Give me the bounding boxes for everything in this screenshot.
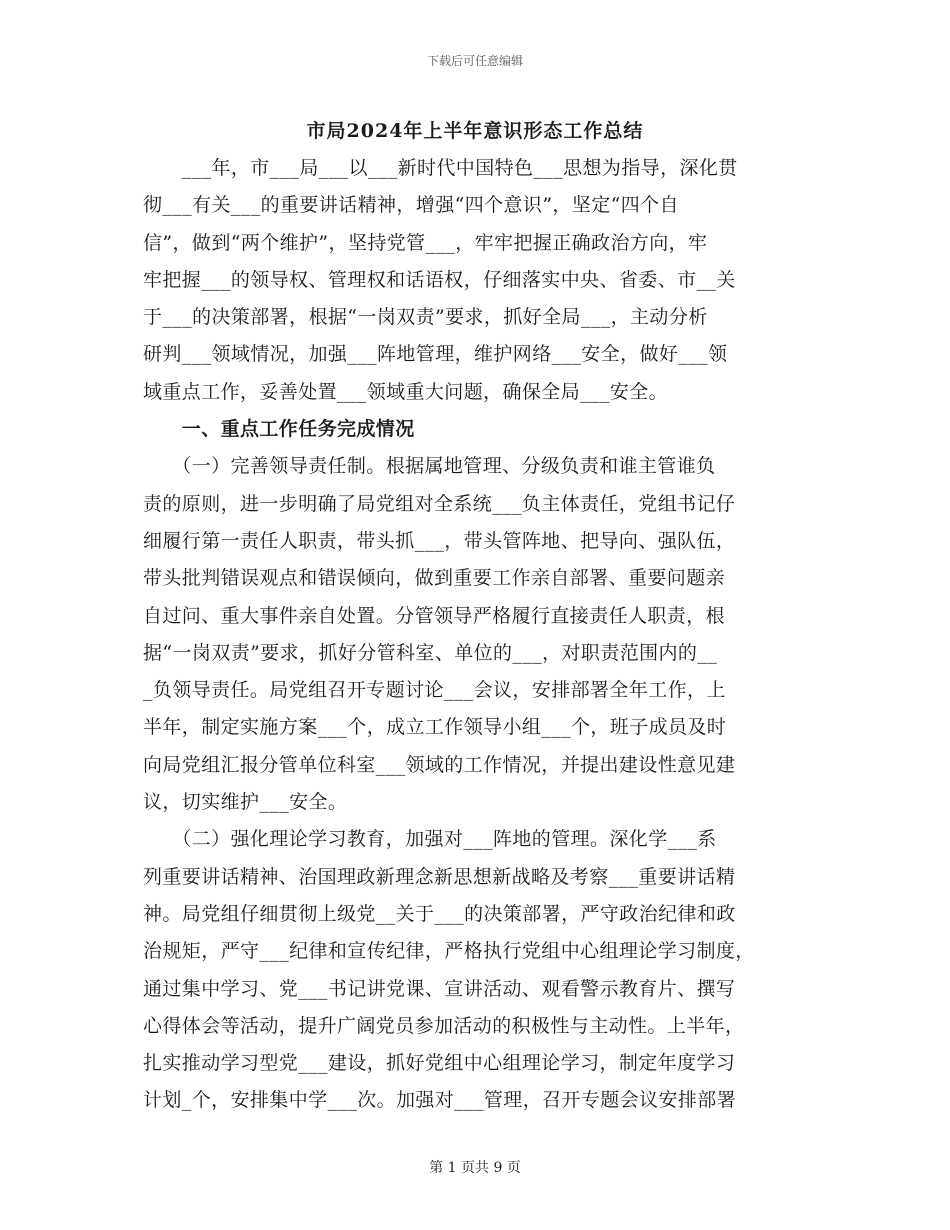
- section-heading: 一、重点工作任务完成情况: [143, 418, 415, 441]
- body-line: 于___的决策部署，根据“一岗双责”要求，抓好全局___，主动分析: [143, 306, 708, 329]
- page-header-note: 下载后可任意编辑: [426, 54, 523, 68]
- body-line: 心得体会等活动，提升广阔党员参加活动的积极性与主动性。上半年，: [143, 1014, 745, 1037]
- body-line: ___年，市___局___以___新时代中国特色___思想为指导，深化贯: [143, 157, 738, 179]
- body-line: 列重要讲话精神、治国理政新理念新思想新战略及考察___重要讲话精: [143, 865, 736, 888]
- body-line: 据“一岗双责”要求，抓好分管科室、单位的___，对职责范围内的__: [143, 641, 718, 664]
- document-body: [143, 150, 811, 1120]
- body-line: 带头批判错误观点和错误倾向，做到重要工作亲自部署、重要问题亲: [143, 567, 726, 590]
- body-line: 细履行第一责任人职责，带头抓___，带头管阵地、把导向、强队伍，: [143, 529, 736, 552]
- body-line: 域重点工作，妥善处置___领域重大问题，确保全局___安全。: [143, 380, 669, 403]
- body-line: 向局党组汇报分管单位科室___领域的工作情况，并提出建设性意见建: [143, 753, 736, 776]
- body-line: 牢把握___的领导权、管理权和话语权，仔细落实中央、省委、市__关: [143, 268, 736, 291]
- body-line: （一）完善领导责任制。根据属地管理、分级负责和谁主管谁负: [143, 455, 716, 478]
- body-line: 神。局党组仔细贯彻上级党__关于___的决策部署，严守政治纪律和政: [143, 902, 736, 925]
- document-title: 市局2024年上半年意识形态工作总结: [306, 120, 644, 142]
- body-line: 扎实推动学习型党___建设，抓好党组中心组理论学习，制定年度学习: [143, 1052, 736, 1075]
- body-line: 信”，做到“两个维护”，坚持党管___，牢牢把握正确政治方向，牢: [143, 231, 708, 254]
- body-line: （二）强化理论学习教育，加强对___阵地的管理。深化学___系: [143, 828, 717, 851]
- body-line: _负领导责任。局党组召开专题讨论___会议，安排部署全年工作，上: [143, 679, 726, 702]
- body-line: 研判___领域情况，加强___阵地管理，维护网络___安全，做好___领: [143, 343, 728, 366]
- body-line: 治规矩，严守___纪律和宣传纪律，严格执行党组中心组理论学习制度，: [143, 940, 755, 963]
- body-line: 自过问、重大事件亲自处置。分管领导严格履行直接责任人职责，根: [143, 604, 726, 627]
- body-line: 通过集中学习、党___书记讲党课、宣讲活动、观看警示教育片、撰写: [143, 977, 736, 1000]
- body-line: 责的原则，进一步明确了局党组对全系统___负主体责任，党组书记仔: [143, 492, 736, 515]
- body-line: 议，切实维护___安全。: [143, 791, 348, 814]
- body-line: 半年，制定实施方案___个，成立工作领导小组___个，班子成员及时: [143, 716, 727, 739]
- page-number: 第 1 页共 9 页: [429, 1160, 521, 1176]
- body-line: 计划_个，安排集中学___次。加强对___管理，召开专题会议安排部署: [143, 1089, 737, 1112]
- body-line: 彻___有关___的重要讲话精神，增强“四个意识”，坚定“四个自: [143, 194, 679, 217]
